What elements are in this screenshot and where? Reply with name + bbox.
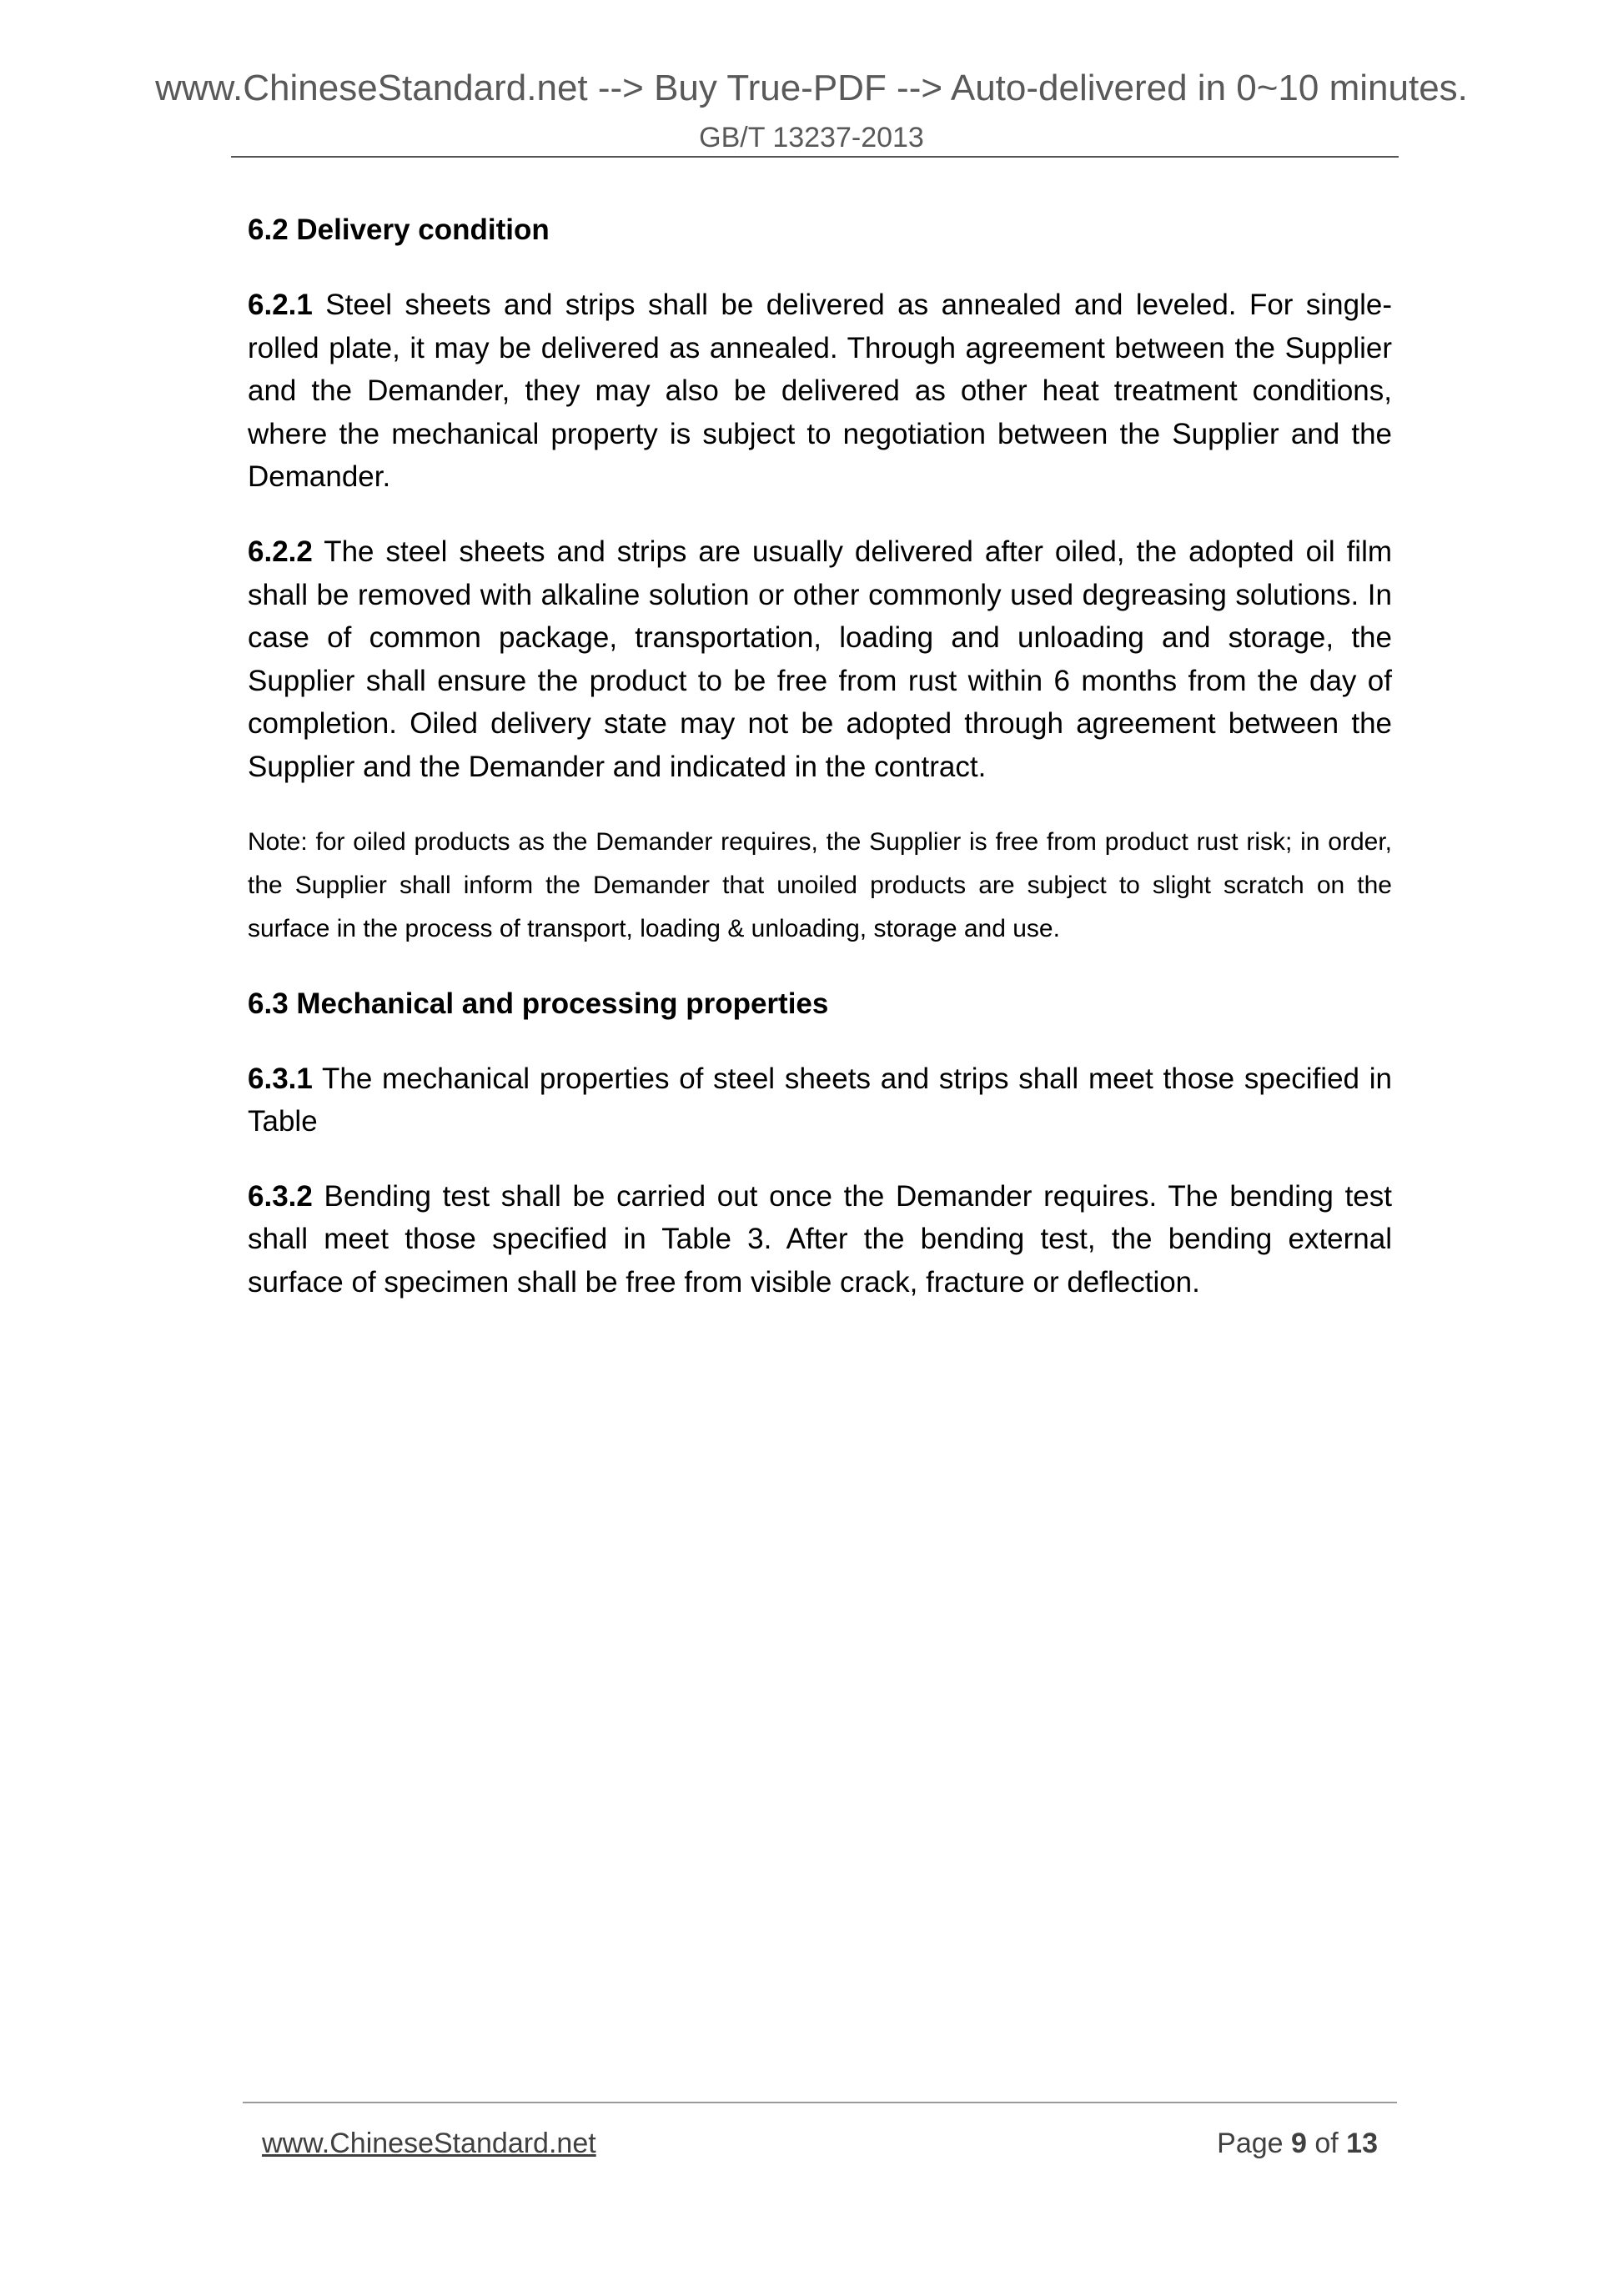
page-indicator <box>1217 2125 1378 2162</box>
clause-number: 6.3.1 <box>248 1062 313 1095</box>
page-total: 13 <box>1346 2128 1378 2159</box>
section-title-6-3: 6.3 Mechanical and processing properties <box>248 987 829 1020</box>
page-body <box>248 208 1392 1336</box>
clause-text: Steel sheets and strips shall be delivered as annealed and leveled. For single-rolled plate, it may be delivered as annealed. Through agreement between the Supplier and the Demander, they may also be delivered as other heat treatment conditions, where the mechanical property is subject to negotiation between the Supplier and the Demander. <box>248 289 1392 494</box>
page-prefix: Page <box>1217 2128 1291 2159</box>
paragraph-6-2-1 <box>248 284 1392 499</box>
clause-number: 6.2.2 <box>248 535 313 568</box>
document-number: GB/T 13237-2013 <box>699 122 924 153</box>
footer-website-link[interactable]: www.ChineseStandard.net <box>262 2128 596 2159</box>
footer-divider <box>243 2102 1397 2103</box>
paragraph-6-3-1 <box>248 1058 1392 1143</box>
header-divider <box>231 156 1399 158</box>
clause-text: The mechanical properties of steel sheets and strips shall meet those specified in Table <box>248 1062 1392 1138</box>
clause-number: 6.3.2 <box>248 1179 313 1213</box>
clause-text: Bending test shall be carried out once the Demander requires. The bending test shall meet those specified in Table 3. After the bending test, the bending external surface of specimen shall be free from visible crack, fracture or deflection. <box>248 1179 1392 1299</box>
clause-number: 6.2.1 <box>248 289 313 321</box>
clause-text: The steel sheets and strips are usually delivered after oiled, the adopted oil film shall be removed with alkaline solution or other commonly used degreasing solutions. In case of common package, transportation, loading and unloading and storage, the Supplier shall ensure the product to be free from rust within 6 months from the day of completion. Oiled delivery state may not be adopted through agreement between the Supplier and the Demander and indicated in the contract. <box>248 535 1392 783</box>
page-of: of <box>1306 2128 1347 2159</box>
paragraph-6-2-2 <box>248 530 1392 789</box>
section-title-6-2: 6.2 Delivery condition <box>248 214 550 246</box>
page-current: 9 <box>1291 2128 1307 2159</box>
note-paragraph: Note: for oiled products as the Demander requires, the Supplier is free from product rust risk; in order, the Supplier shall inform the Demander that unoiled products are subject to slight scratch on the surface in the process of transport, loading & unloading, storage and use. <box>248 827 1392 942</box>
header-banner: www.ChineseStandard.net --> Buy True-PDF --> Auto-delivered in 0~10 minutes. <box>155 68 1468 108</box>
paragraph-6-3-2 <box>248 1175 1392 1304</box>
